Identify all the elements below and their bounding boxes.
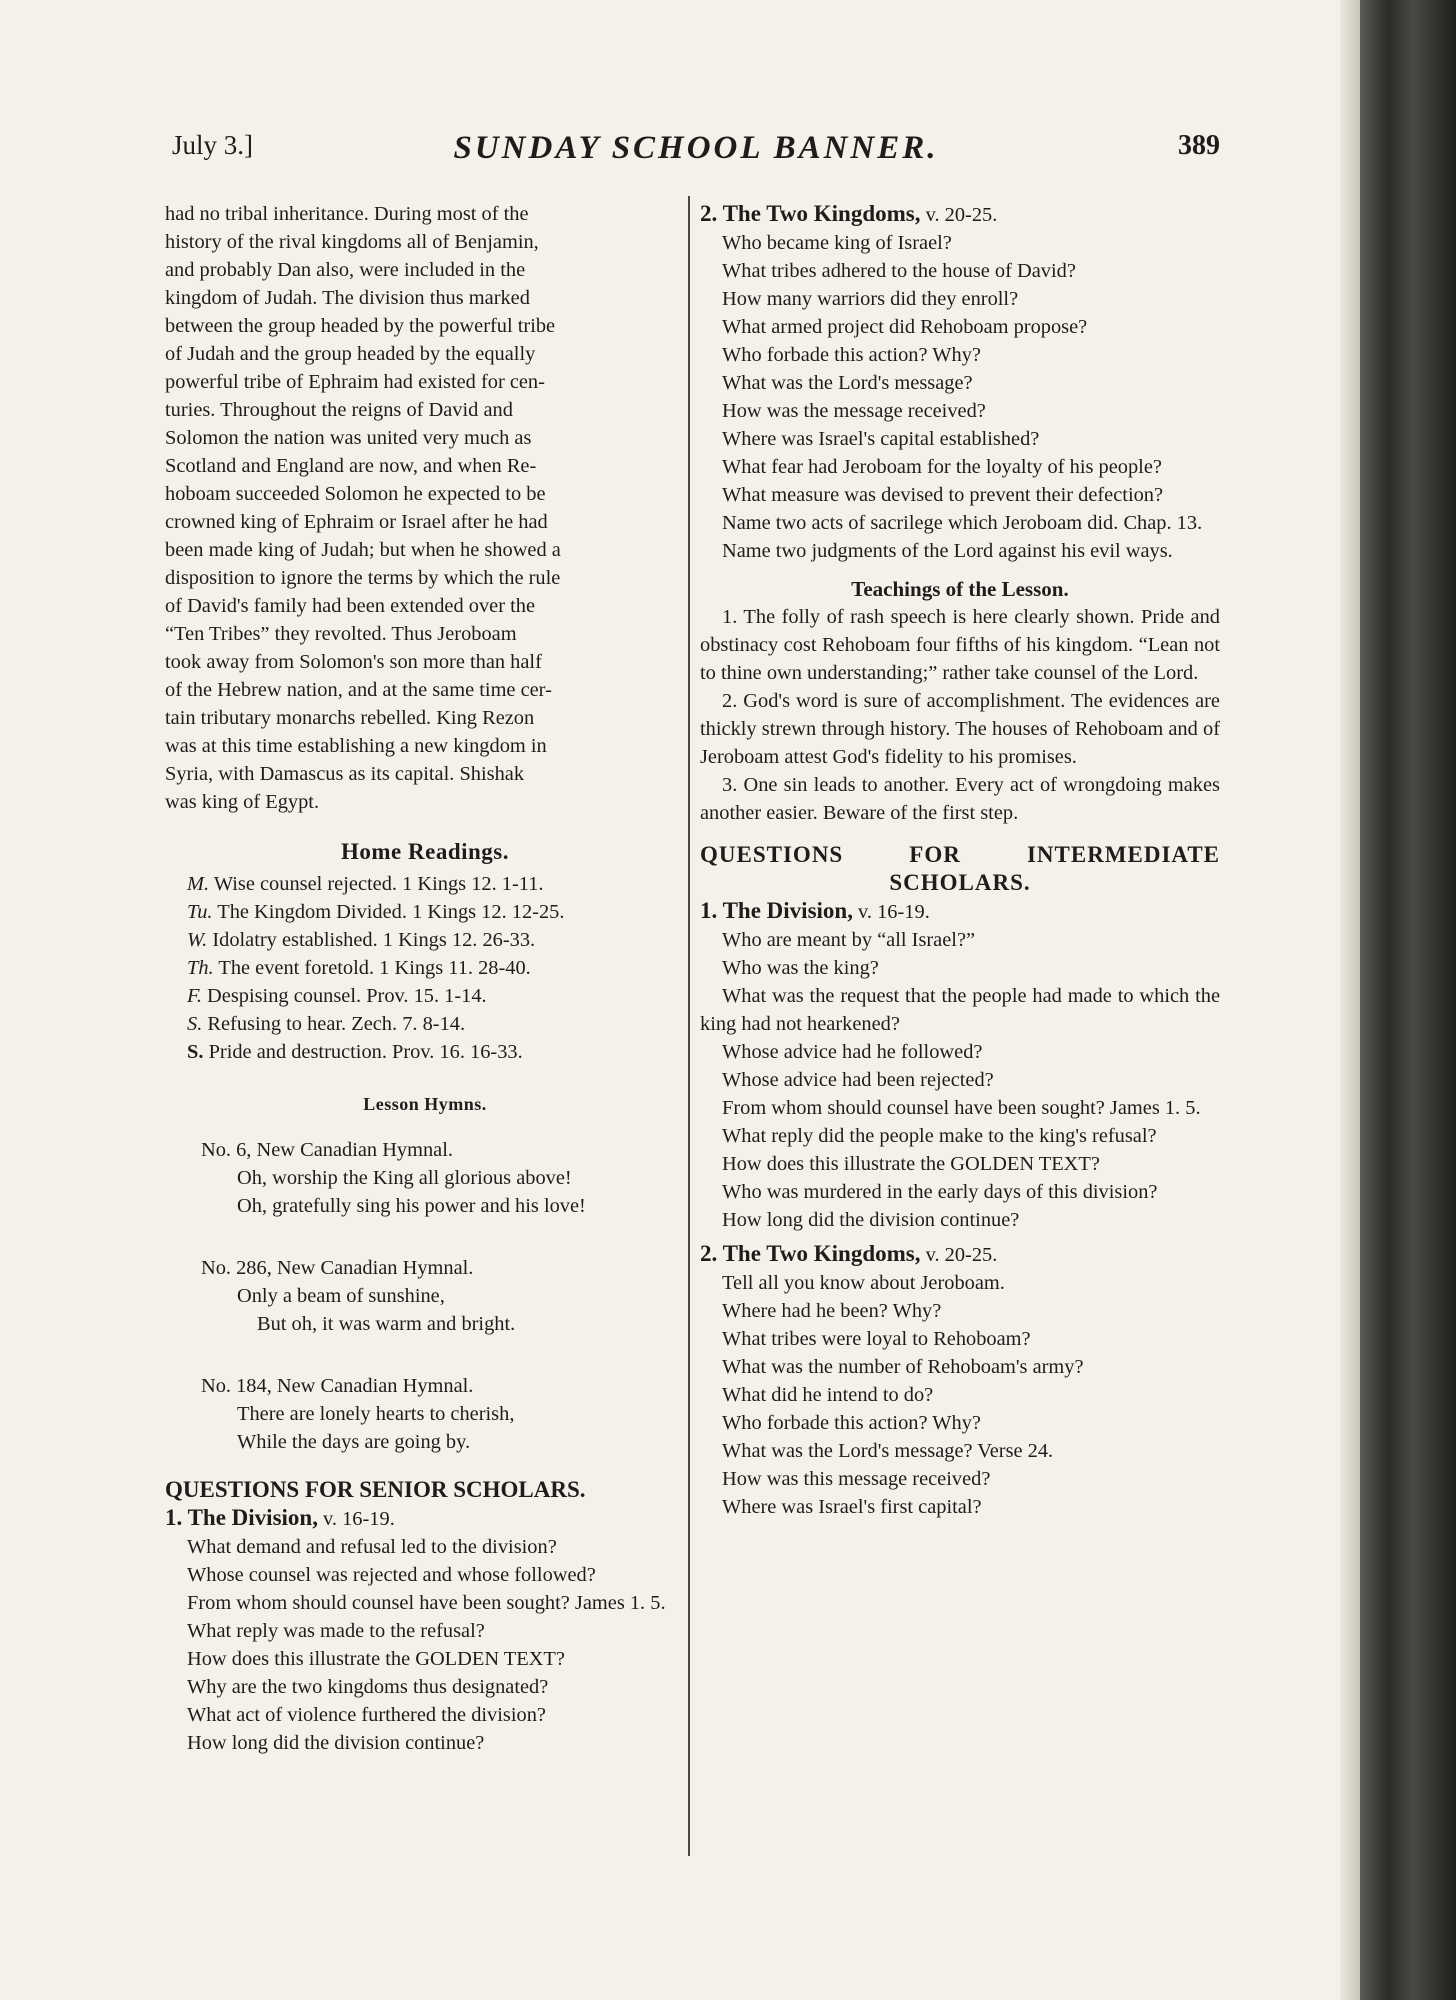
senior-section-1-questions xyxy=(165,1533,685,1757)
reading-item xyxy=(165,1010,685,1038)
text-line: powerful tribe of Ephraim had existed for cen- xyxy=(165,371,545,393)
text-line: turies. Throughout the reigns of David and xyxy=(165,399,513,421)
text-line: Scotland and England are now, and when Re- xyxy=(165,455,537,477)
reading-text: The Kingdom Divided. 1 Kings 12. 12-25. xyxy=(217,901,565,923)
question: What tribes adhered to the house of David? xyxy=(722,260,1076,282)
question: How does this illustrate the GOLDEN TEXT? xyxy=(722,1153,1100,1175)
hymn-line: Only a beam of sunshine, xyxy=(237,1285,445,1307)
question: From whom should counsel have been sought? James 1. 5. xyxy=(722,1097,1201,1119)
intermediate-section-2-questions xyxy=(700,1269,1220,1521)
reading-text: Pride and destruction. Prov. 16. 16-33. xyxy=(208,1041,523,1063)
senior-section-2-heading xyxy=(700,200,1220,229)
section-verse: v. 20-25. xyxy=(920,204,998,226)
question: What was the Lord's message? xyxy=(722,372,973,394)
reading-item xyxy=(165,982,685,1010)
question: What fear had Jeroboam for the loyalty of his people? xyxy=(722,456,1162,478)
question: Tell all you know about Jeroboam. xyxy=(722,1272,1005,1294)
question: Where had he been? Why? xyxy=(722,1300,942,1322)
intermediate-section-1-heading xyxy=(700,897,1220,926)
text-line: between the group headed by the powerful tribe xyxy=(165,315,556,337)
teaching-item: 1. The folly of rash speech is here clearly shown. Pride and obstinacy cost Rehoboam four fifths of his kingdom. “Lean not to thine own understanding;” rather take counsel of the Lord. xyxy=(700,606,1220,684)
page-number: 389 xyxy=(1178,130,1220,161)
question: Why are the two kingdoms thus designated? xyxy=(187,1676,549,1698)
intermediate-section-1-questions xyxy=(700,926,1220,1234)
question: What reply did the people make to the king's refusal? xyxy=(722,1125,1157,1147)
question: Who forbade this action? Why? xyxy=(722,344,981,366)
reading-text: The event foretold. 1 Kings 11. 28-40. xyxy=(218,957,531,979)
home-readings-heading: Home Readings. xyxy=(341,839,509,864)
hymn-number: No. 286, New Canadian Hymnal. xyxy=(201,1257,474,1279)
text-line: of the Hebrew nation, and at the same time cer- xyxy=(165,679,552,701)
hymn-entry xyxy=(165,1254,685,1338)
question: What was the request that the people had made to which the king had not hearkened? xyxy=(700,985,1220,1035)
question: Name two acts of sacrilege which Jeroboam did. Chap. 13. xyxy=(722,512,1203,534)
question: How was this message received? xyxy=(722,1468,991,1490)
question: What armed project did Rehoboam propose? xyxy=(722,316,1088,338)
reading-day: Th. xyxy=(187,957,214,979)
question: What demand and refusal led to the division? xyxy=(187,1536,557,1558)
left-column xyxy=(165,200,685,1757)
question: What did he intend to do? xyxy=(722,1384,934,1406)
question: Who was murdered in the early days of this division? xyxy=(722,1181,1158,1203)
reading-day: S. xyxy=(187,1013,203,1035)
question: How many warriors did they enroll? xyxy=(722,288,1019,310)
section-title: 1. The Division, xyxy=(700,898,853,923)
teaching-item: 3. One sin leads to another. Every act of wrongdoing makes another easier. Beware of the first step. xyxy=(700,774,1220,824)
teaching-item: 2. God's word is sure of accomplishment. The evidences are thickly strewn through history. The houses of Rehoboam and of Jeroboam attest God's fidelity to his promises. xyxy=(700,690,1220,768)
section-title: 2. The Two Kingdoms, xyxy=(700,1241,921,1266)
senior-questions-heading: QUESTIONS FOR SENIOR SCHOLARS. xyxy=(165,1477,586,1502)
question: Where was Israel's capital established? xyxy=(722,428,1040,450)
header-title: SUNDAY SCHOOL BANNER. xyxy=(453,130,939,166)
text-line: Solomon the nation was united very much as xyxy=(165,427,532,449)
hymn-number: No. 184, New Canadian Hymnal. xyxy=(201,1375,474,1397)
hymn-number: No. 6, New Canadian Hymnal. xyxy=(201,1139,453,1161)
text-line: of Judah and the group headed by the equally xyxy=(165,343,536,365)
section-verse: v. 20-25. xyxy=(920,1244,998,1266)
reading-item xyxy=(165,954,685,982)
reading-item xyxy=(165,1038,685,1066)
column-divider xyxy=(688,196,690,1856)
reading-day: S. xyxy=(187,1041,204,1063)
question: Whose advice had he followed? xyxy=(722,1041,983,1063)
right-column xyxy=(700,200,1220,1521)
section-title: 2. The Two Kingdoms, xyxy=(700,201,921,226)
hymn-line: Oh, worship the King all glorious above! xyxy=(237,1167,572,1189)
text-line: Syria, with Damascus as its capital. Shishak xyxy=(165,763,525,785)
question: What was the Lord's message? Verse 24. xyxy=(722,1440,1054,1462)
text-line: crowned king of Ephraim or Israel after he had xyxy=(165,511,548,533)
senior-section-1-heading xyxy=(165,1504,685,1533)
question: Who was the king? xyxy=(722,957,879,979)
section-verse: v. 16-19. xyxy=(317,1508,395,1530)
text-line: was at this time establishing a new kingdom in xyxy=(165,735,547,757)
question: How long did the division continue? xyxy=(187,1732,485,1754)
question: What act of violence furthered the division? xyxy=(187,1704,546,1726)
question: What was the number of Rehoboam's army? xyxy=(722,1356,1084,1378)
reading-item xyxy=(165,898,685,926)
reading-day: W. xyxy=(187,929,208,951)
hymn-line: While the days are going by. xyxy=(237,1431,471,1453)
text-line: took away from Solomon's son more than half xyxy=(165,651,542,673)
reading-item xyxy=(165,870,685,898)
running-header xyxy=(172,130,1220,176)
text-line: and probably Dan also, were included in the xyxy=(165,259,526,281)
lesson-hymns-heading: Lesson Hymns. xyxy=(363,1094,487,1114)
intermediate-questions-heading xyxy=(700,841,1220,897)
question: What reply was made to the refusal? xyxy=(187,1620,485,1642)
question: From whom should counsel have been sought? James 1. 5. xyxy=(187,1592,666,1614)
text-line: of David's family had been extended over the xyxy=(165,595,536,617)
reading-day: M. xyxy=(187,873,210,895)
question: Who forbade this action? Why? xyxy=(722,1412,981,1434)
text-line: disposition to ignore the terms by which the rule xyxy=(165,567,561,589)
question: How long did the division continue? xyxy=(722,1209,1020,1231)
text-line: tain tributary monarchs rebelled. King Rezon xyxy=(165,707,535,729)
hymn-line: There are lonely hearts to cherish, xyxy=(237,1403,515,1425)
senior-section-2-questions xyxy=(700,229,1220,565)
home-readings-list xyxy=(165,870,685,1066)
heading-line: SCHOLARS. xyxy=(889,870,1031,895)
text-line: history of the rival kingdoms all of Benjamin, xyxy=(165,231,539,253)
page-edge xyxy=(1340,0,1360,2000)
book-binding xyxy=(1360,0,1456,2000)
question: How was the message received? xyxy=(722,400,986,422)
text-line: was king of Egypt. xyxy=(165,791,320,813)
question: Whose counsel was rejected and whose followed? xyxy=(187,1564,596,1586)
question: Name two judgments of the Lord against his evil ways. xyxy=(722,540,1173,562)
hymn-entry xyxy=(165,1372,685,1456)
hymn-entry xyxy=(165,1136,685,1220)
hymn-line: But oh, it was warm and bright. xyxy=(257,1313,516,1335)
question: How does this illustrate the GOLDEN TEXT? xyxy=(187,1648,565,1670)
question: Who are meant by “all Israel?” xyxy=(722,929,976,951)
teachings-heading: Teachings of the Lesson. xyxy=(851,577,1069,601)
reading-item xyxy=(165,926,685,954)
teachings-list xyxy=(700,603,1220,827)
text-line: hoboam succeeded Solomon he expected to be xyxy=(165,483,546,505)
reading-text: Wise counsel rejected. 1 Kings 12. 1-11. xyxy=(213,873,544,895)
question: Whose advice had been rejected? xyxy=(722,1069,994,1091)
question: Where was Israel's first capital? xyxy=(722,1496,982,1518)
reading-text: Refusing to hear. Zech. 7. 8-14. xyxy=(207,1013,466,1035)
intermediate-section-2-heading xyxy=(700,1240,1220,1269)
section-title: 1. The Division, xyxy=(165,1505,318,1530)
text-line: had no tribal inheritance. During most of the xyxy=(165,203,529,225)
question: Who became king of Israel? xyxy=(722,232,952,254)
reading-text: Idolatry established. 1 Kings 12. 26-33. xyxy=(212,929,536,951)
intro-paragraph xyxy=(165,200,685,816)
hymn-line: Oh, gratefully sing his power and his love! xyxy=(237,1195,586,1217)
reading-text: Despising counsel. Prov. 15. 1-14. xyxy=(207,985,487,1007)
section-verse: v. 16-19. xyxy=(852,901,930,923)
question: What tribes were loyal to Rehoboam? xyxy=(722,1328,1031,1350)
reading-day: F. xyxy=(187,985,202,1007)
text-line: kingdom of Judah. The division thus marked xyxy=(165,287,530,309)
question: What measure was devised to prevent their defection? xyxy=(722,484,1164,506)
text-line: “Ten Tribes” they revolted. Thus Jeroboam xyxy=(165,623,517,645)
reading-day: Tu. xyxy=(187,901,213,923)
header-date: July 3.] xyxy=(172,130,253,160)
heading-line: QUESTIONS FOR INTERMEDIATE xyxy=(700,842,1220,867)
text-line: been made king of Judah; but when he showed a xyxy=(165,539,561,561)
